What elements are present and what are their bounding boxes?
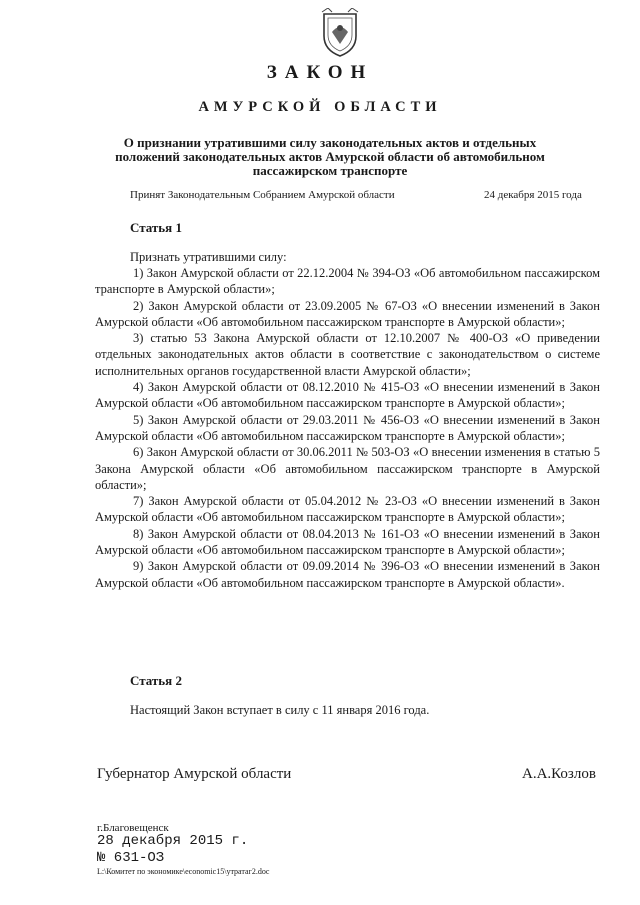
document-subtitle: АМУРСКОЙ ОБЛАСТИ: [198, 99, 442, 115]
list-item: 5) Закон Амурской области от 29.03.2011 № 456-ОЗ «О внесении изменений в Закон Амурской области «Об автомобильном пассажирском транспорте в Амурской области»;: [95, 412, 600, 443]
article-1-intro: Признать утратившими силу:: [130, 250, 287, 264]
list-item: 9) Закон Амурской области от 09.09.2014 № 396-ОЗ «О внесении изменений в Закон Амурской области «Об автомобильном пассажирском транспорте в Амурской области».: [95, 559, 600, 590]
adoption-date: 24 декабря 2015 года: [484, 189, 582, 201]
adoption-body: Принят Законодательным Собранием Амурской области: [130, 189, 395, 201]
governor-title: Губернатор Амурской области: [97, 766, 292, 782]
law-subject: О признании утратившими силу законодательных актов и отдельных положений законодательных актов Амурской области об автомобильном пассажирском транспорте: [115, 135, 545, 178]
governor-name: А.А.Козлов: [522, 766, 596, 782]
list-item: 1) Закон Амурской области от 22.12.2004 № 394-ОЗ «Об автомобильном пассажирском транспорте в Амурской области»;: [95, 266, 600, 297]
list-item: 3) статью 53 Закона Амурской области от 12.10.2007 № 400-ОЗ «О приведении отдельных законодательных актов области в соответствие с законодательством о системе исполнительных органов государственной власти Амурской области»;: [95, 331, 600, 378]
list-item: 7) Закон Амурской области от 05.04.2012 № 23-ОЗ «О внесении изменений в Закон Амурской области «Об автомобильном пассажирском транспорте в Амурской области»;: [95, 494, 600, 525]
list-item: 4) Закон Амурской области от 08.12.2010 № 415-ОЗ «О внесении изменений в Закон Амурской области «Об автомобильном пассажирском транспорте в Амурской области»;: [95, 380, 600, 411]
signing-date: 28 декабря 2015 г.: [97, 833, 249, 849]
list-item: 8) Закон Амурской области от 08.04.2013 № 161-ОЗ «О внесении изменений в Закон Амурской области «Об автомобильном пассажирском транспорте в Амурской области»;: [95, 526, 600, 558]
article-2-heading: Статья 2: [130, 673, 182, 688]
place-of-signing: г.Благовещенск: [97, 822, 169, 834]
list-item: 2) Закон Амурской области от 23.09.2005 № 67-ОЗ «О внесении изменений в Закон Амурской области «Об автомобильном пассажирском транспорте в Амурской области»;: [95, 298, 600, 329]
document-title: ЗАКОН: [266, 62, 374, 83]
law-number: № 631-ОЗ: [97, 850, 165, 866]
file-path: L:\Комитет по экономике\economic15\утратаг2.doc: [97, 867, 270, 876]
list-item: 6) Закон Амурской области от 30.06.2011 № 503-ОЗ «О внесении изменения в статью 5 Закона Амурской области «Об автомобильном пассажирском транспорте в Амурской области»;: [95, 445, 600, 492]
coat-of-arms-icon: [318, 8, 362, 58]
article-1-heading: Статья 1: [130, 220, 182, 235]
article-1-list: [95, 265, 600, 591]
article-2-text: Настоящий Закон вступает в силу с 11 января 2016 года.: [130, 703, 430, 717]
